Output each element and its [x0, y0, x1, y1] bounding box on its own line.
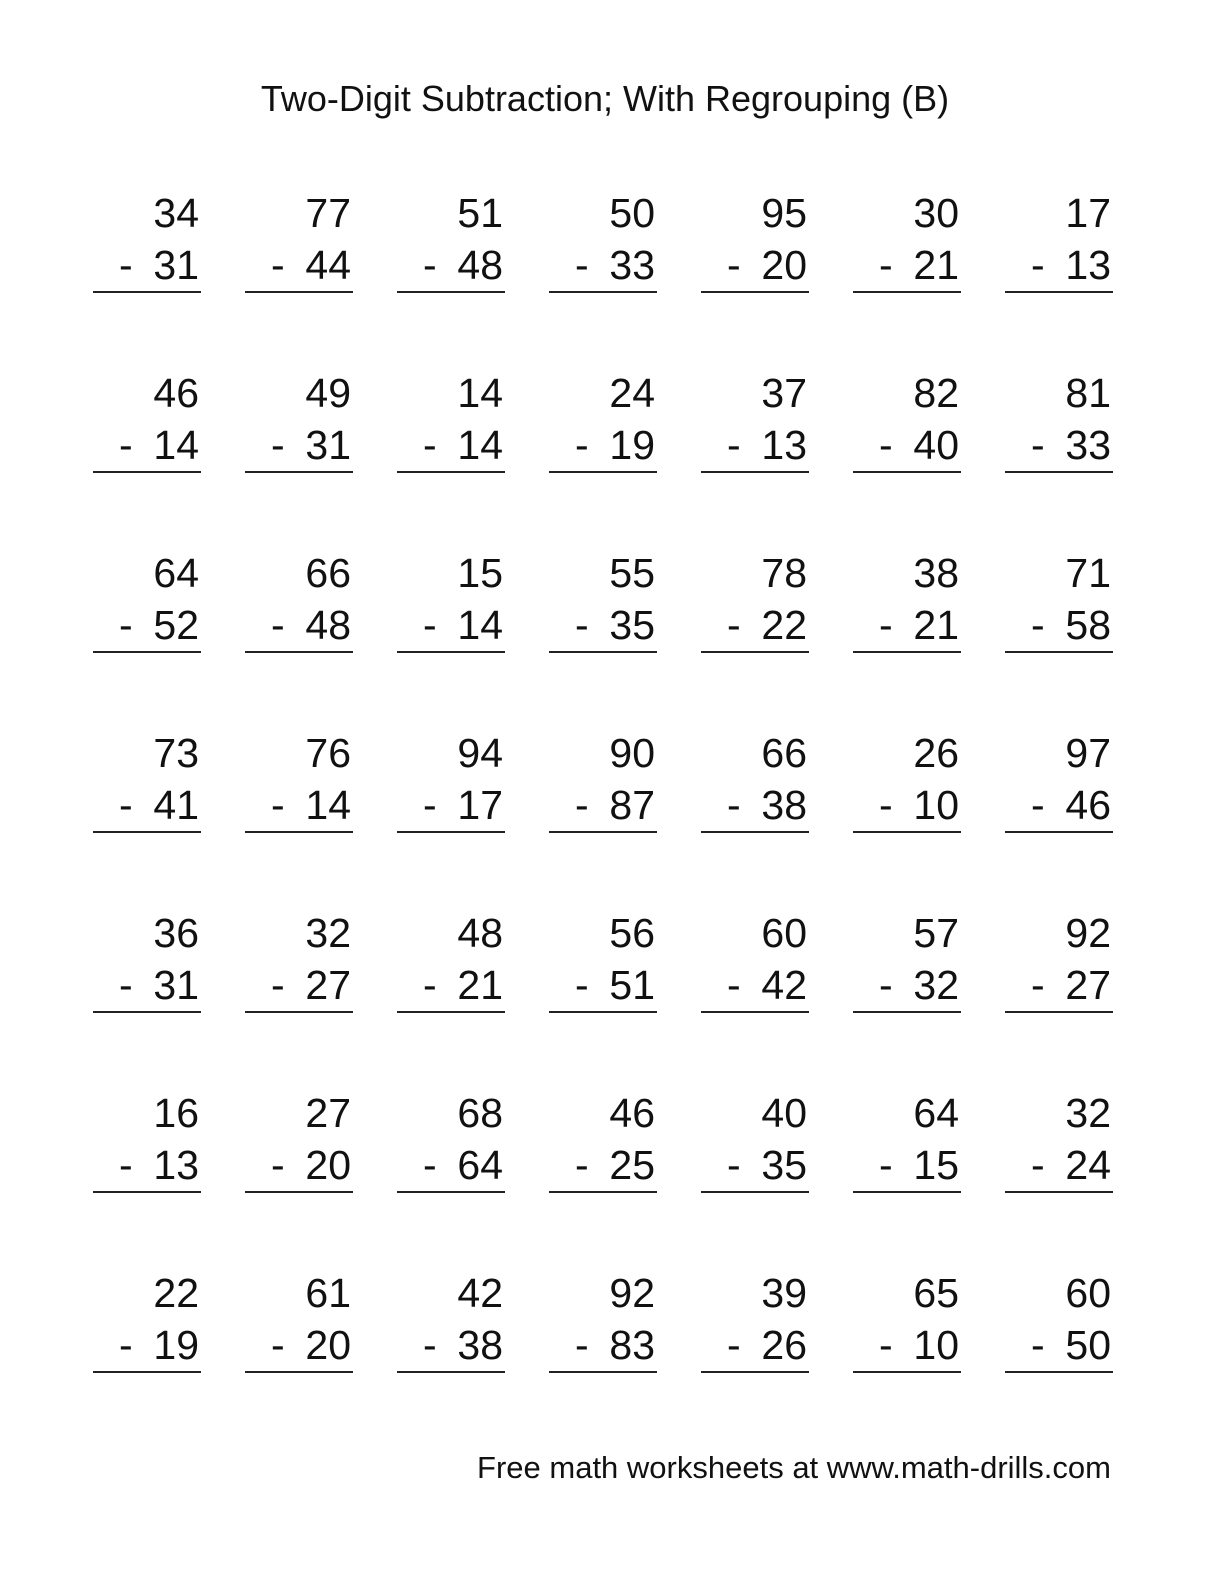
- minuend: 81: [1065, 370, 1111, 416]
- answer-line: [549, 1371, 657, 1373]
- subtraction-problem: [245, 190, 353, 295]
- minuend: 65: [913, 1270, 959, 1316]
- subtrahend: 10: [913, 1322, 959, 1368]
- minus-sign: -: [727, 242, 741, 288]
- subtrahend: 19: [609, 422, 655, 468]
- subtrahend: 14: [305, 782, 351, 828]
- answer-line: [1005, 291, 1113, 293]
- answer-line: [853, 1191, 961, 1193]
- subtraction-problem: [701, 1090, 809, 1195]
- minuend: 55: [609, 550, 655, 596]
- subtraction-problem: [549, 190, 657, 295]
- subtrahend: 13: [153, 1142, 199, 1188]
- minus-sign: -: [423, 1142, 437, 1188]
- minus-sign: -: [271, 422, 285, 468]
- minus-sign: -: [879, 962, 893, 1008]
- subtraction-problem: [701, 190, 809, 295]
- minuend: 42: [457, 1270, 503, 1316]
- minus-sign: -: [119, 782, 133, 828]
- minus-sign: -: [119, 422, 133, 468]
- subtrahend: 52: [153, 602, 199, 648]
- minus-sign: -: [727, 1142, 741, 1188]
- subtrahend: 46: [1065, 782, 1111, 828]
- minus-sign: -: [423, 782, 437, 828]
- subtraction-problem: [1005, 910, 1113, 1015]
- answer-line: [397, 651, 505, 653]
- minuend: 24: [609, 370, 655, 416]
- subtrahend: 44: [305, 242, 351, 288]
- minus-sign: -: [119, 1142, 133, 1188]
- subtrahend: 17: [457, 782, 503, 828]
- subtraction-problem: [245, 730, 353, 835]
- answer-line: [93, 651, 201, 653]
- answer-line: [93, 1371, 201, 1373]
- minuend: 39: [761, 1270, 807, 1316]
- answer-line: [1005, 1011, 1113, 1013]
- subtrahend: 27: [305, 962, 351, 1008]
- subtrahend: 13: [761, 422, 807, 468]
- minus-sign: -: [879, 602, 893, 648]
- subtrahend: 35: [609, 602, 655, 648]
- answer-line: [549, 471, 657, 473]
- minuend: 92: [1065, 910, 1111, 956]
- minus-sign: -: [423, 602, 437, 648]
- minus-sign: -: [1031, 1322, 1045, 1368]
- subtraction-problem: [397, 1270, 505, 1375]
- answer-line: [549, 1191, 657, 1193]
- minuend: 50: [609, 190, 655, 236]
- minuend: 14: [457, 370, 503, 416]
- minuend: 57: [913, 910, 959, 956]
- subtrahend: 31: [305, 422, 351, 468]
- minus-sign: -: [423, 242, 437, 288]
- minuend: 92: [609, 1270, 655, 1316]
- minus-sign: -: [423, 962, 437, 1008]
- subtrahend: 20: [305, 1322, 351, 1368]
- answer-line: [245, 651, 353, 653]
- answer-line: [701, 1371, 809, 1373]
- minus-sign: -: [271, 1142, 285, 1188]
- answer-line: [1005, 471, 1113, 473]
- subtrahend: 42: [761, 962, 807, 1008]
- subtraction-problem: [853, 1090, 961, 1195]
- minuend: 68: [457, 1090, 503, 1136]
- subtrahend: 38: [761, 782, 807, 828]
- minuend: 60: [1065, 1270, 1111, 1316]
- minuend: 60: [761, 910, 807, 956]
- answer-line: [93, 1191, 201, 1193]
- subtraction-problem: [397, 730, 505, 835]
- minus-sign: -: [271, 1322, 285, 1368]
- subtraction-problem: [397, 1090, 505, 1195]
- subtraction-problem: [853, 910, 961, 1015]
- minus-sign: -: [727, 962, 741, 1008]
- answer-line: [245, 831, 353, 833]
- minuend: 32: [1065, 1090, 1111, 1136]
- minuend: 26: [913, 730, 959, 776]
- minuend: 46: [609, 1090, 655, 1136]
- answer-line: [1005, 1371, 1113, 1373]
- subtrahend: 21: [913, 602, 959, 648]
- subtrahend: 25: [609, 1142, 655, 1188]
- subtrahend: 32: [913, 962, 959, 1008]
- subtraction-problem: [93, 370, 201, 475]
- subtraction-problem: [853, 370, 961, 475]
- minus-sign: -: [271, 242, 285, 288]
- minuend: 76: [305, 730, 351, 776]
- minuend: 94: [457, 730, 503, 776]
- answer-line: [1005, 831, 1113, 833]
- answer-line: [397, 291, 505, 293]
- answer-line: [93, 471, 201, 473]
- answer-line: [701, 651, 809, 653]
- minus-sign: -: [1031, 602, 1045, 648]
- subtrahend: 14: [457, 602, 503, 648]
- subtraction-problem: [93, 1270, 201, 1375]
- subtraction-problem: [853, 550, 961, 655]
- minuend: 77: [305, 190, 351, 236]
- answer-line: [701, 471, 809, 473]
- answer-line: [245, 1011, 353, 1013]
- subtrahend: 15: [913, 1142, 959, 1188]
- minuend: 64: [913, 1090, 959, 1136]
- subtraction-problem: [245, 1090, 353, 1195]
- subtraction-problem: [93, 1090, 201, 1195]
- subtrahend: 58: [1065, 602, 1111, 648]
- minus-sign: -: [879, 1322, 893, 1368]
- answer-line: [853, 651, 961, 653]
- answer-line: [245, 291, 353, 293]
- minus-sign: -: [119, 962, 133, 1008]
- minus-sign: -: [1031, 782, 1045, 828]
- minuend: 97: [1065, 730, 1111, 776]
- subtraction-problem: [1005, 190, 1113, 295]
- subtrahend: 22: [761, 602, 807, 648]
- answer-line: [701, 1191, 809, 1193]
- subtraction-problem: [853, 1270, 961, 1375]
- answer-line: [397, 471, 505, 473]
- subtraction-problem: [549, 910, 657, 1015]
- subtraction-problem: [853, 190, 961, 295]
- answer-line: [1005, 1191, 1113, 1193]
- minuend: 27: [305, 1090, 351, 1136]
- subtrahend: 31: [153, 962, 199, 1008]
- minus-sign: -: [575, 242, 589, 288]
- minus-sign: -: [879, 782, 893, 828]
- subtraction-problem: [1005, 1270, 1113, 1375]
- minus-sign: -: [119, 602, 133, 648]
- minuend: 73: [153, 730, 199, 776]
- subtrahend: 64: [457, 1142, 503, 1188]
- subtrahend: 21: [913, 242, 959, 288]
- answer-line: [93, 291, 201, 293]
- minuend: 30: [913, 190, 959, 236]
- subtrahend: 83: [609, 1322, 655, 1368]
- subtrahend: 48: [457, 242, 503, 288]
- answer-line: [245, 1371, 353, 1373]
- subtraction-problem: [397, 550, 505, 655]
- minuend: 48: [457, 910, 503, 956]
- minus-sign: -: [575, 1142, 589, 1188]
- minuend: 38: [913, 550, 959, 596]
- answer-line: [93, 1011, 201, 1013]
- subtrahend: 33: [1065, 422, 1111, 468]
- minuend: 40: [761, 1090, 807, 1136]
- minus-sign: -: [879, 242, 893, 288]
- minus-sign: -: [423, 1322, 437, 1368]
- subtraction-problem: [397, 910, 505, 1015]
- minuend: 90: [609, 730, 655, 776]
- subtrahend: 19: [153, 1322, 199, 1368]
- footer-credit: Free math worksheets at www.math-drills.com: [477, 1450, 1111, 1485]
- minus-sign: -: [575, 422, 589, 468]
- answer-line: [397, 831, 505, 833]
- subtraction-problem: [701, 550, 809, 655]
- minus-sign: -: [879, 1142, 893, 1188]
- answer-line: [549, 651, 657, 653]
- subtrahend: 10: [913, 782, 959, 828]
- minuend: 15: [457, 550, 503, 596]
- subtrahend: 50: [1065, 1322, 1111, 1368]
- subtrahend: 14: [153, 422, 199, 468]
- answer-line: [701, 831, 809, 833]
- subtraction-problem: [549, 550, 657, 655]
- minuend: 64: [153, 550, 199, 596]
- answer-line: [245, 1191, 353, 1193]
- answer-line: [93, 831, 201, 833]
- minuend: 49: [305, 370, 351, 416]
- subtrahend: 20: [305, 1142, 351, 1188]
- answer-line: [397, 1191, 505, 1193]
- subtraction-problem: [853, 730, 961, 835]
- minus-sign: -: [727, 602, 741, 648]
- answer-line: [1005, 651, 1113, 653]
- answer-line: [549, 831, 657, 833]
- answer-line: [549, 291, 657, 293]
- minuend: 71: [1065, 550, 1111, 596]
- subtrahend: 40: [913, 422, 959, 468]
- minus-sign: -: [271, 602, 285, 648]
- subtrahend: 48: [305, 602, 351, 648]
- answer-line: [853, 471, 961, 473]
- subtraction-problem: [549, 1270, 657, 1375]
- minuend: 66: [305, 550, 351, 596]
- minus-sign: -: [575, 782, 589, 828]
- minus-sign: -: [271, 782, 285, 828]
- worksheet-title: Two-Digit Subtraction; With Regrouping (B): [260, 78, 950, 119]
- minuend: 51: [457, 190, 503, 236]
- minus-sign: -: [1031, 422, 1045, 468]
- minuend: 46: [153, 370, 199, 416]
- answer-line: [701, 291, 809, 293]
- minuend: 16: [153, 1090, 199, 1136]
- minuend: 37: [761, 370, 807, 416]
- subtrahend: 51: [609, 962, 655, 1008]
- subtraction-problem: [245, 910, 353, 1015]
- subtrahend: 13: [1065, 242, 1111, 288]
- minuend: 82: [913, 370, 959, 416]
- answer-line: [853, 831, 961, 833]
- answer-line: [549, 1011, 657, 1013]
- subtraction-problem: [549, 730, 657, 835]
- answer-line: [853, 1371, 961, 1373]
- subtrahend: 21: [457, 962, 503, 1008]
- minus-sign: -: [727, 782, 741, 828]
- answer-line: [853, 291, 961, 293]
- subtrahend: 41: [153, 782, 199, 828]
- subtraction-problem: [1005, 550, 1113, 655]
- subtraction-problem: [701, 370, 809, 475]
- subtraction-problem: [1005, 370, 1113, 475]
- minus-sign: -: [1031, 962, 1045, 1008]
- subtrahend: 24: [1065, 1142, 1111, 1188]
- minuend: 22: [153, 1270, 199, 1316]
- subtraction-problem: [701, 910, 809, 1015]
- answer-line: [397, 1011, 505, 1013]
- subtraction-problem: [1005, 730, 1113, 835]
- subtraction-problem: [397, 370, 505, 475]
- minus-sign: -: [879, 422, 893, 468]
- minuend: 95: [761, 190, 807, 236]
- subtrahend: 87: [609, 782, 655, 828]
- minuend: 56: [609, 910, 655, 956]
- minus-sign: -: [1031, 242, 1045, 288]
- subtraction-problem: [245, 550, 353, 655]
- subtraction-problem: [93, 550, 201, 655]
- minuend: 66: [761, 730, 807, 776]
- subtraction-problem: [93, 190, 201, 295]
- minuend: 32: [305, 910, 351, 956]
- subtrahend: 38: [457, 1322, 503, 1368]
- subtraction-problem: [1005, 1090, 1113, 1195]
- answer-line: [701, 1011, 809, 1013]
- minus-sign: -: [727, 1322, 741, 1368]
- minus-sign: -: [575, 1322, 589, 1368]
- subtraction-problem: [245, 370, 353, 475]
- minus-sign: -: [119, 242, 133, 288]
- minus-sign: -: [575, 602, 589, 648]
- minus-sign: -: [271, 962, 285, 1008]
- subtraction-problem: [93, 730, 201, 835]
- answer-line: [397, 1371, 505, 1373]
- minuend: 36: [153, 910, 199, 956]
- answer-line: [245, 471, 353, 473]
- minus-sign: -: [727, 422, 741, 468]
- minuend: 78: [761, 550, 807, 596]
- subtraction-problem: [701, 730, 809, 835]
- minuend: 34: [153, 190, 199, 236]
- subtrahend: 33: [609, 242, 655, 288]
- minus-sign: -: [119, 1322, 133, 1368]
- subtraction-problem: [93, 910, 201, 1015]
- answer-line: [853, 1011, 961, 1013]
- minus-sign: -: [423, 422, 437, 468]
- subtrahend: 35: [761, 1142, 807, 1188]
- subtraction-problem: [397, 190, 505, 295]
- subtrahend: 26: [761, 1322, 807, 1368]
- minus-sign: -: [1031, 1142, 1045, 1188]
- subtrahend: 14: [457, 422, 503, 468]
- subtrahend: 31: [153, 242, 199, 288]
- subtrahend: 20: [761, 242, 807, 288]
- subtraction-problem: [549, 1090, 657, 1195]
- minus-sign: -: [575, 962, 589, 1008]
- subtraction-problem: [701, 1270, 809, 1375]
- minuend: 17: [1065, 190, 1111, 236]
- subtraction-problem: [245, 1270, 353, 1375]
- subtraction-problem: [549, 370, 657, 475]
- minuend: 61: [305, 1270, 351, 1316]
- subtrahend: 27: [1065, 962, 1111, 1008]
